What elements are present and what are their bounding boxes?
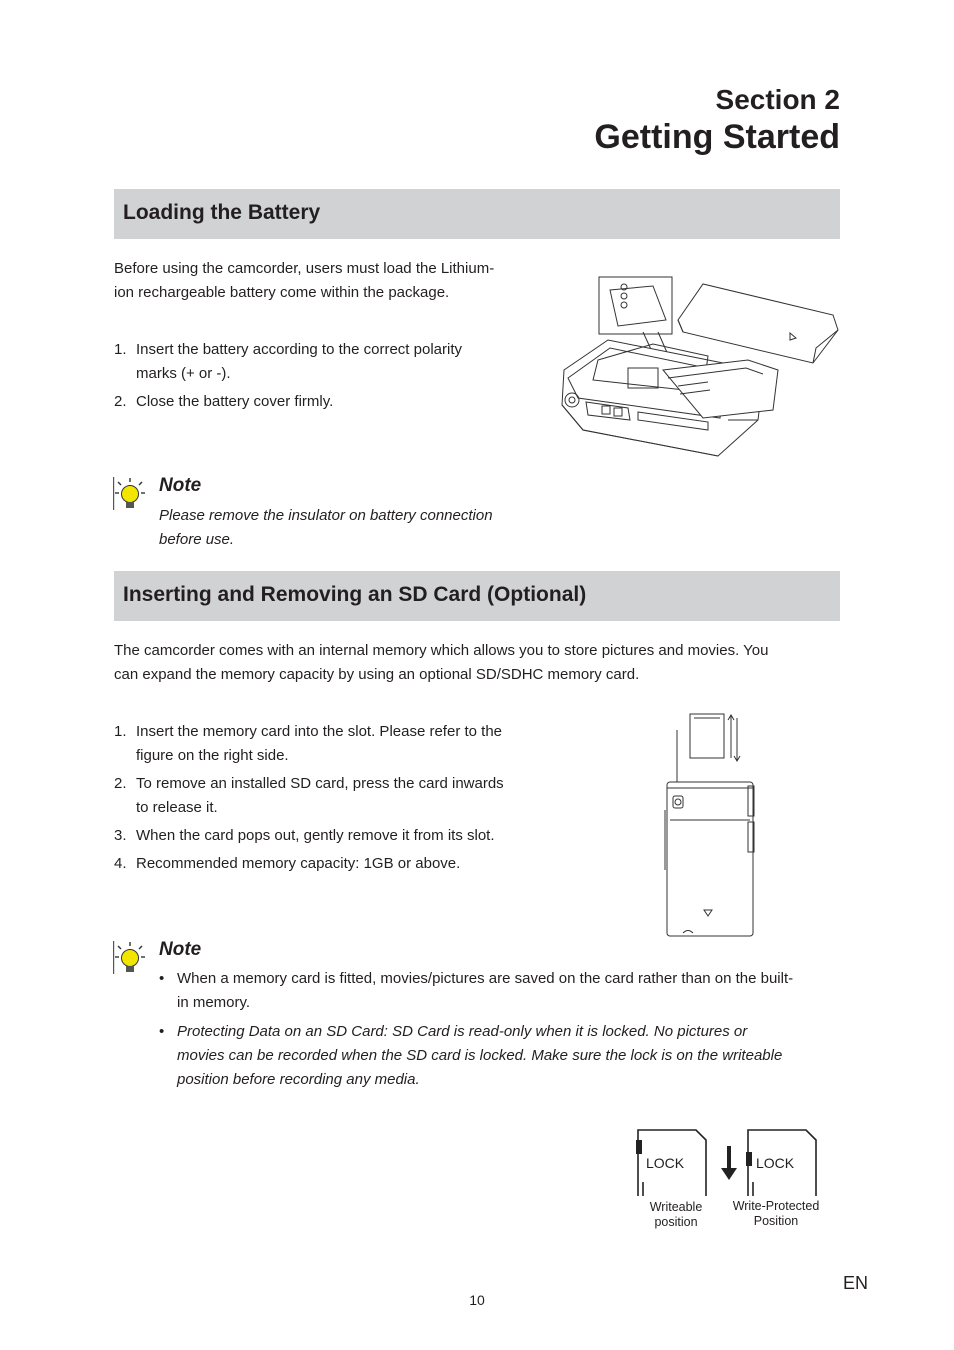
- lock-label-writeable: LOCK: [646, 1155, 685, 1171]
- camcorder-sd-illustration: [660, 710, 760, 940]
- battery-note-title: Note: [159, 475, 202, 496]
- list-item: 2. Close the battery cover firmly.: [114, 393, 334, 410]
- sdcard-note-title: Note: [159, 939, 202, 960]
- list-item: 1. Insert the battery according to the correct polarity marks (+ or -).: [114, 341, 462, 382]
- caption-protected: Write-Protected Position: [732, 1199, 820, 1228]
- list-item: • When a memory card is fitted, movies/pictures are saved on the card rather than on the built- in memory.: [159, 970, 794, 1011]
- battery-intro: Before using the camcorder, users must load the Lithium- ion rechargeable battery come within the package.: [114, 260, 495, 301]
- list-item: 2. To remove an installed SD card, press the card inwards to release it.: [114, 775, 504, 816]
- caption-writeable: Writeable position: [649, 1200, 703, 1229]
- battery-heading-band: [114, 189, 840, 239]
- sdcard-heading-band: [114, 571, 840, 621]
- lightbulb-icon: [112, 476, 148, 512]
- battery-note-text: Please remove the insulator on battery connection before use.: [159, 507, 493, 548]
- section-title: Getting Started: [594, 118, 840, 156]
- lightbulb-icon: [112, 940, 148, 976]
- list-item: • Protecting Data on an SD Card: SD Card is read-only when it is locked. No pictures or movies can be recorded when the SD card is locked. Make sure the lock is on the writeable position before recording any media.: [159, 1023, 783, 1088]
- sdcard-steps: [114, 720, 554, 880]
- sdcard-heading: Inserting and Removing an SD Card (Optional): [123, 583, 587, 606]
- language-label: EN: [842, 1273, 868, 1293]
- sdcard-intro: The camcorder comes with an internal memory which allows you to store pictures and movies. You can expand the memory capacity by using an optional SD/SDHC memory card.: [114, 642, 769, 683]
- battery-heading: Loading the Battery: [123, 201, 321, 224]
- section-label: Section 2: [715, 84, 840, 115]
- list-item: 4. Recommended memory capacity: 1GB or above.: [114, 855, 461, 872]
- list-item: 3. When the card pops out, gently remove it from its slot.: [114, 827, 495, 844]
- page-number: 10: [469, 1292, 485, 1308]
- battery-steps: [114, 338, 534, 418]
- sdcard-note-list: [159, 967, 849, 1097]
- lock-label-protected: LOCK: [756, 1155, 795, 1171]
- list-item: 1. Insert the memory card into the slot. Please refer to the figure on the right side.: [114, 723, 503, 764]
- camcorder-battery-illustration: [558, 270, 848, 462]
